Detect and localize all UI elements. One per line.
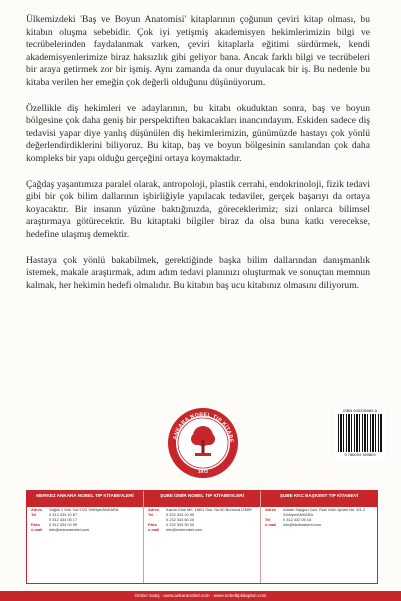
panel-title: ŞUBE İZMİR NOBEL TIP KİTABEVLERİ [144, 491, 260, 507]
panel-merkez: MERKEZ ANKARA NOBEL TIP KİTABEVLERİ Adres Sağlık 1 Sok. No:17/D Sıhhiye/ANKARA Tel 0 312 434 10 87 0 312 434 05 17 Faks 0 312 434 02 99 e-mail info@ankaranobel.com [27, 491, 144, 583]
publisher-panels [26, 490, 378, 584]
logo-ring-text: ANKARA NOBEL TIP KİTABE [172, 411, 235, 444]
barcode-digits: 9 786053 359803 [344, 452, 376, 457]
body-text [26, 14, 370, 305]
logo-year: 1972 [197, 469, 209, 474]
barcode-bars [338, 414, 382, 452]
panel-kkc: ŞUBE KKC BAŞKENT TIP KİTABEVİ Adres Adnan Saygun Cad. Özel Ürün İşhanı No: 4/1-2 Sıhhiye/ANKARA Tel 0 312 432 05 18 e-mail info@kkcbaskent.com [261, 491, 377, 583]
publisher-footer [0, 490, 401, 601]
panel-title: ŞUBE KKC BAŞKENT TIP KİTABEVİ [261, 491, 377, 507]
isbn-label: ISBN 605335985-5 [342, 408, 378, 413]
panel-izmir: ŞUBE İZMİR NOBEL TIP KİTABEVLERİ Adres Kazım Dirik Mh. 186/1 Sok. No:50 Bornova İZMİR Tel 0 232 343 10 50 0 232 343 60 20 Faks 0 232 343 30 00 e-mail info@izmirnobel.com [144, 491, 261, 583]
barcode [335, 408, 385, 460]
paragraph-3: Çağdaş yaşantımıza paralel olarak, antropoloji, plastik cerrahi, endokrinoloji, fizik tedavi gibi bir çok bilim dallarının işbirliğiyle yapılacak tedaviler, gerçek başarıyı da ortaya koyacaktır. Bir insanın yüzüne baktığınızda, göreceklerimiz; sizi onlarca bilimsel araştırmaya götürecektir. Bu kitaptaki bilgiler biraz da olsa buna katkı verecekse, hedefine ulaşmış demektir. [26, 178, 370, 240]
paragraph-2: Özellikle diş hekimleri ve adaylarının, bu kitabı okuduktan sonra, baş ve boyun bölgesine çok daha geniş bir perspektiften bakacakları inancındayım. Eskiden sadece diş tedavisi yapar diye yanlış düşünülen diş hekimlerimizin, günümüzde hastayı çok yönlü değerlendirdiklerini biliyoruz. Bu kitap, baş ve boyun bölgesinin sanılandan çok daha kompleks bir yapı olduğu gerçeğini ortaya koymaktadır. [26, 102, 370, 164]
panel-title: MERKEZ ANKARA NOBEL TIP KİTABEVLERİ [27, 491, 143, 507]
paragraph-1: Ülkemizdeki 'Baş ve Boyun Anatomisi' kitaplarının çoğunun çeviri kitap olması, bu kitabın oluşma sebebidir. Çok iyi yetişmiş akademisyen hekimlerimizin bilgi ve tecrübelerinden faydalanmak varken, çeviri kitaplarla eğitimi sürdürmek, kendi akademisyenlerimize biraz haksızlık gibi geliyor bana. Ancak farklı bilgi ve tecrübeleri bir araya getirmek zor bir işmiş. Aynı zamanda da onur duyulacak bir iş. Bu nedenle bu kitaba verilen her emeğin çok değerli olduğunu düşünüyorum. [26, 14, 370, 88]
publisher-seal-logo [167, 407, 239, 479]
paragraph-4: Hastaya çok yönlü bakabilmek, gerektiğinde başka bilim dallarından danışmanlık istemek, makale araştırmak, adım adım tedavi planınızı oluşturmak ve sonuçtan memnun kalmak, her hekimin hedefi olmalıdır. Bu kitabın baş ucu kitabınız olmasını diliyorum. [26, 254, 370, 291]
online-sales-bar: Online Satış : www.ankaranobel.com · www.nobeltipkitaplari.com [0, 591, 401, 601]
